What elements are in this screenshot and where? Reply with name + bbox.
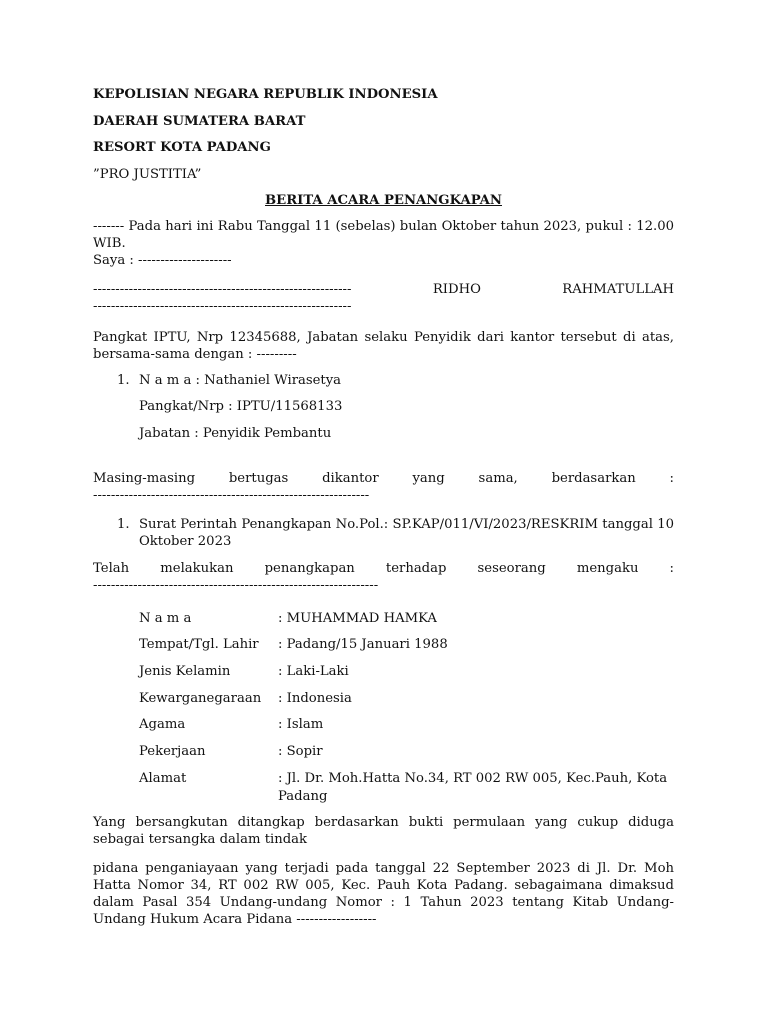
intro-paragraph	[93, 218, 674, 269]
suspect-nationality-row	[93, 690, 674, 708]
suspect-field-label: N a m a	[139, 610, 192, 626]
telah-paragraph	[93, 560, 674, 594]
telah-line: Telah melakukan penangkapan terhadap seseorang mengaku :	[93, 560, 674, 576]
officer-dash-line: ----------------------------------------------------------	[93, 298, 352, 314]
companion-jabatan: Jabatan : Penyidik Pembantu	[139, 425, 332, 441]
suspect-field-value: : Sopir	[278, 744, 323, 759]
officer-name-paragraph	[93, 281, 674, 315]
header-resort: RESORT KOTA PADANG	[93, 140, 271, 155]
suspect-occupation-row	[93, 743, 674, 761]
basis-text: Surat Perintah Penangkapan No.Pol.: SP.KAP/011/VI/2023/RESKRIM tanggal 10 Oktober 2023	[139, 516, 674, 549]
basis-item	[93, 516, 674, 550]
companion-number: 1.	[117, 372, 130, 388]
suspect-field-value: : Indonesia	[278, 690, 352, 706]
suspect-identity	[93, 610, 674, 806]
suspect-field-value: : MUHAMMAD HAMKA	[278, 610, 437, 626]
masing-line: Masing-masing bertugas dikantor yang sama, berdasarkan :	[93, 470, 674, 486]
masing-paragraph	[93, 470, 674, 504]
suspect-field-label: Pekerjaan	[139, 744, 206, 759]
masing-dash-line: --------------------------------------------------------------	[93, 487, 370, 503]
intro-date-line: ------- Pada hari ini Rabu Tanggal 11 (sebelas) bulan Oktober tahun 2023, pukul : 12.00 WIB.	[93, 218, 674, 251]
suspect-name-row	[93, 610, 674, 628]
basis-number: 1.	[117, 516, 130, 532]
suspect-religion-row	[93, 716, 674, 734]
header-pro-justitia: ”PRO JUSTITIA”	[93, 166, 202, 182]
companion-item	[93, 372, 674, 390]
suspect-field-label: Tempat/Tgl. Lahir	[139, 637, 259, 653]
suspect-field-value: : Islam	[278, 717, 324, 733]
suspect-field-value: : Jl. Dr. Moh.Hatta No.34, RT 002 RW 005, Kec.Pauh, Kota Padang	[278, 770, 668, 804]
suspect-address-row	[93, 770, 674, 806]
suspect-field-label: Kewarganegaraan	[139, 690, 262, 706]
suspect-field-label: Jenis Kelamin	[139, 663, 231, 679]
document-page	[93, 86, 674, 937]
companion-list	[93, 372, 674, 443]
closing-paragraph-2: pidana penganiayaan yang terjadi pada tanggal 22 September 2023 di Jl. Dr. Moh Hatta Nomor 34, RT 002 RW 005, Kec. Pauh Kota Padang. sebagaimana dimaksud dalam Pasal 354 Undang-undang Nomor : 1 Tahun 2023 tentang Kitab Undang-Undang Hukum Acara Pidana ------------------	[93, 861, 674, 928]
suspect-gender-row	[93, 663, 674, 681]
header-region: DAERAH SUMATERA BARAT	[93, 113, 306, 129]
pangkat-paragraph: Pangkat IPTU, Nrp 12345688, Jabatan selaku Penyidik dari kantor tersebut di atas, bersama-sama dengan : ---------	[93, 329, 674, 362]
telah-dash-line: ----------------------------------------------------------------	[93, 577, 379, 593]
suspect-field-value: : Padang/15 Januari 1988	[278, 637, 448, 653]
suspect-birth-row	[93, 636, 674, 654]
suspect-field-label: Alamat	[139, 770, 187, 786]
closing-paragraph-1: Yang bersangkutan ditangkap berdasarkan bukti permulaan yang cukup diduga sebagai tersangka dalam tindak	[93, 815, 674, 848]
suspect-field-label: Agama	[139, 717, 186, 733]
companion-name: N a m a : Nathaniel Wirasetya	[139, 372, 342, 388]
intro-saya-line: Saya : ---------------------	[93, 252, 232, 268]
suspect-field-value: : Laki-Laki	[278, 663, 349, 679]
companion-pangkat: Pangkat/Nrp : IPTU/11568133	[139, 399, 343, 415]
document-title: BERITA ACARA PENANGKAPAN	[265, 192, 502, 208]
officer-name-line: ---------------------------------------------------------- RIDHO RAHMATULLAH	[93, 281, 674, 297]
header-institution: KEPOLISIAN NEGARA REPUBLIK INDONESIA	[93, 87, 438, 102]
